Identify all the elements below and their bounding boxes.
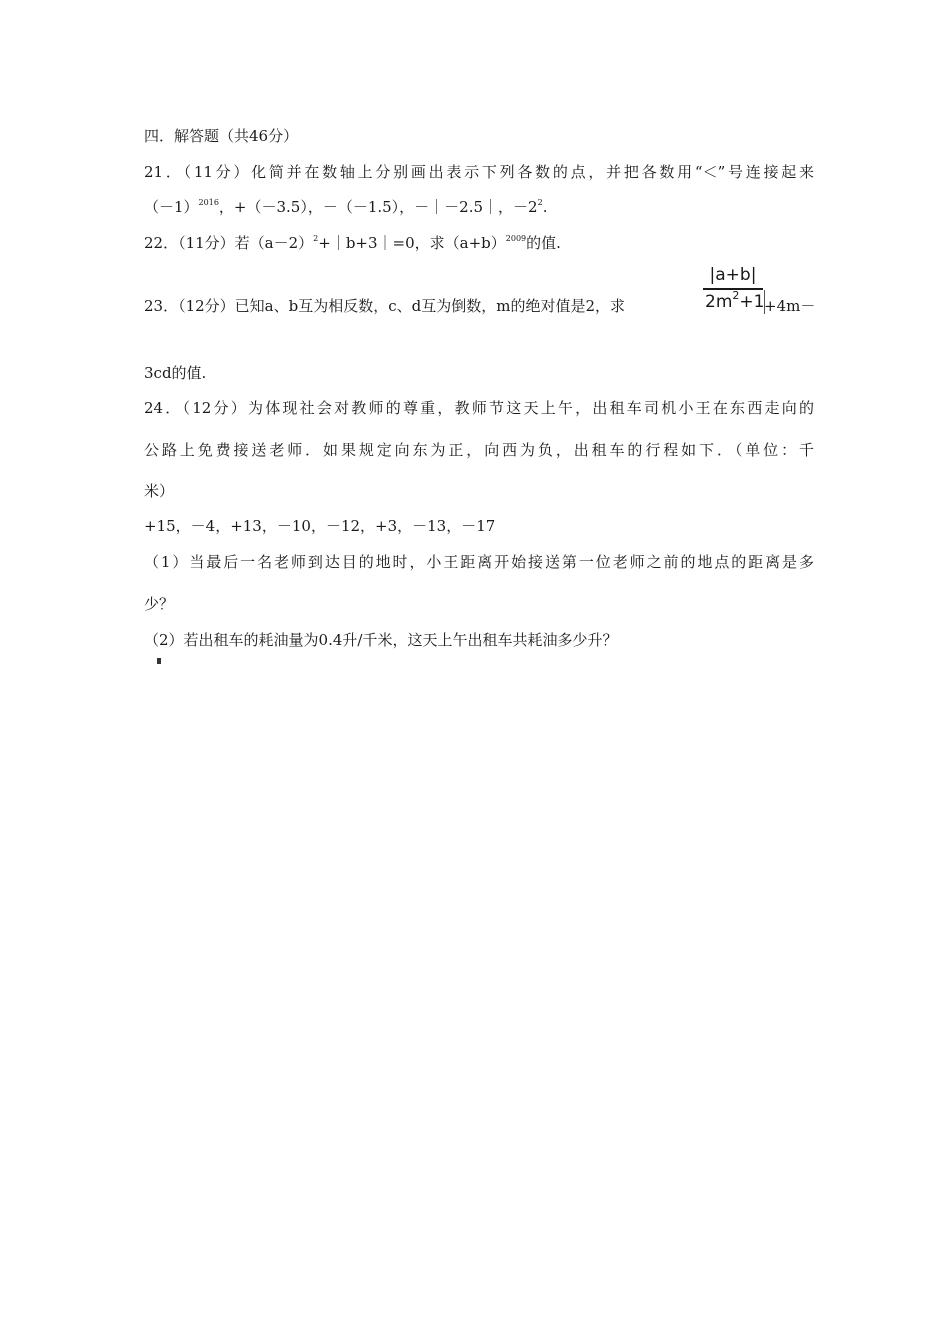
q22-exponent-2: 2 bbox=[313, 234, 319, 243]
q21-line1: 21．（11分）化简并在数轴上分别画出表示下列各数的点，并把各数用“＜”号连接起来 bbox=[144, 163, 814, 181]
fraction-numerator: |a+b| bbox=[709, 265, 757, 285]
q21-text-b: ，+（－3.5），－（－1.5），－｜－2.5｜，－2 bbox=[218, 198, 538, 216]
q22-exponent-2009: 2009 bbox=[505, 234, 527, 243]
q21-line2 bbox=[144, 197, 814, 217]
q24-line3: 米） bbox=[144, 482, 175, 500]
fraction-den-b: +1 bbox=[739, 292, 765, 312]
q23-line2: 3cd的值. bbox=[144, 364, 207, 382]
q23-line1: 23．（12分）已知a、b互为相反数，c、d互为倒数，m的绝对值是2，求 bbox=[144, 297, 625, 315]
section-heading: 四．解答题（共46分） bbox=[144, 127, 299, 145]
q23-tail: +4m－ bbox=[764, 297, 816, 315]
q24-line1: 24．（12分）为体现社会对教师的尊重，教师节这天上午，出租车司机小王在东西走向的 bbox=[144, 399, 814, 417]
q23-fraction bbox=[703, 264, 763, 316]
q22-line bbox=[144, 233, 814, 253]
q22-text-a: 22．（11分）若（a－2） bbox=[144, 234, 314, 252]
stray-mark bbox=[157, 658, 161, 664]
q24-trips: +15，－4，+13，－10，－12，+3，－13，－17 bbox=[144, 517, 496, 535]
q21-exponent-2016: 2016 bbox=[198, 198, 219, 207]
fraction-den-exponent: 2 bbox=[732, 289, 740, 302]
q24-sub2: （2）若出租车的耗油量为0.4升/千米，这天上午出租车共耗油多少升？ bbox=[144, 631, 618, 649]
q24-sub1-line1: （1）当最后一名老师到达目的地时，小王距离开始接送第一位老师之前的地点的距离是多 bbox=[144, 553, 814, 571]
q22-text-b: +｜b+3｜=0，求（a+b） bbox=[318, 234, 506, 252]
q24-line2: 公路上免费接送老师．如果规定向东为正，向西为负，出租车的行程如下．（单位：千 bbox=[144, 441, 814, 459]
q21-text-a: （－1） bbox=[144, 198, 199, 216]
q21-text-c: . bbox=[542, 198, 548, 216]
q21-exponent-2: 2 bbox=[537, 198, 543, 207]
q24-sub1-line2: 少？ bbox=[144, 595, 175, 613]
fraction-den-a: 2m bbox=[705, 292, 733, 312]
q22-text-c: 的值. bbox=[526, 234, 561, 252]
fraction-denominator bbox=[705, 289, 765, 314]
